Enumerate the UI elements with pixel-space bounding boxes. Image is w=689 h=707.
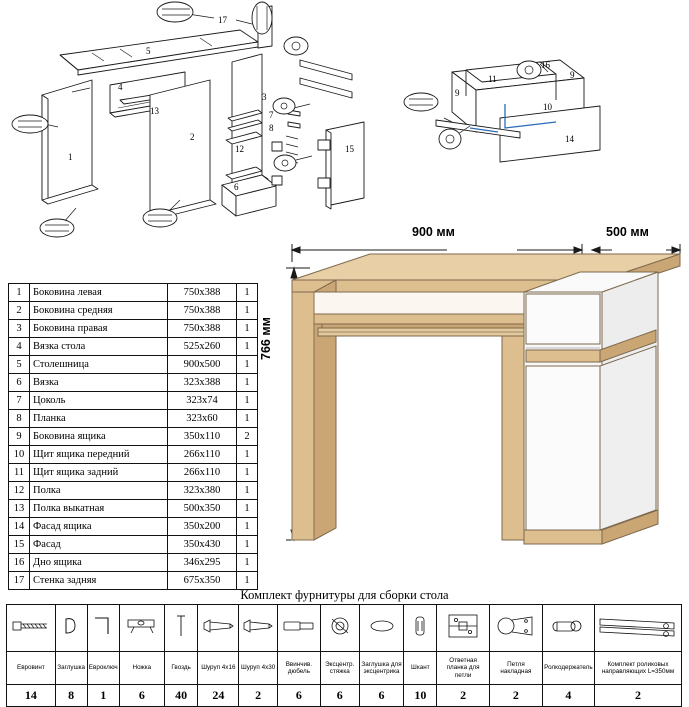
exploded-assembly-diagram [0,0,689,250]
hardware-label: Заглушка для эксцентрика [359,652,404,685]
svg-text:16: 16 [541,60,550,70]
table-row: 5 Столешница 900x500 1 [9,356,258,374]
hardware-count: 6 [320,685,359,707]
hardware-count: 2 [239,685,278,707]
table-row: 6 Вязка 323x388 1 [9,374,258,392]
hardware-label: Ввинчив. дюбель [278,652,321,685]
dimension-width: 900 мм [412,225,455,239]
assembled-desk-drawing [262,222,689,574]
hardware-label: Заглушка [55,652,87,685]
svg-text:9: 9 [570,70,575,80]
svg-text:5: 5 [146,46,151,56]
table-row: 10 Щит ящика передний 266x110 1 [9,446,258,464]
table-row: 3 Боковина правая 750x388 1 [9,320,258,338]
table-row: 11 Щит ящика задний 266x110 1 [9,464,258,482]
dowel-icon [404,605,437,652]
hardware-label: Гвоздь [164,652,198,685]
roller-holder-icon [542,605,594,652]
svg-text:15: 15 [345,144,354,154]
svg-text:17: 17 [218,15,227,25]
hardware-count: 8 [55,685,87,707]
table-row: 4 Вязка стола 525x260 1 [9,338,258,356]
table-row: 16 Дно ящика 346x295 1 [9,554,258,572]
hinge-plate-icon [437,605,490,652]
svg-text:7: 7 [269,110,274,120]
cap-icon [55,605,87,652]
hardware-count: 14 [7,685,56,707]
parts-table [8,283,258,590]
table-row: 14 Фасад ящика 350x200 1 [9,518,258,536]
hardware-label: Ножка [119,652,164,685]
screw-in-dowel-icon [278,605,321,652]
table-row: 17 Стенка задняя 675x350 1 [9,572,258,590]
hardware-count: 6 [359,685,404,707]
hardware-count: 24 [198,685,239,707]
hardware-count: 40 [164,685,198,707]
screw-4x30-icon [239,605,278,652]
hardware-label: Евровинт [7,652,56,685]
hardware-label: Ролкодержатель [542,652,594,685]
hardware-count: 2 [490,685,543,707]
table-row: 1 Боковина левая 750x388 1 [9,284,258,302]
hardware-label: Петля накладная [490,652,543,685]
table-row: 8 Планка 323x60 1 [9,410,258,428]
svg-text:6: 6 [234,182,239,192]
hardware-count: 6 [278,685,321,707]
hinge-icon [490,605,543,652]
dimension-depth: 500 мм [606,225,649,239]
hardware-label: Евроключ [87,652,119,685]
svg-text:3: 3 [262,92,267,102]
hardware-count: 6 [119,685,164,707]
svg-text:2: 2 [190,132,195,142]
hardware-count: 2 [595,685,682,707]
foot-icon [119,605,164,652]
euro-key-icon [87,605,119,652]
hardware-kit-table [6,604,682,707]
table-row: 2 Боковина средняя 750x388 1 [9,302,258,320]
hardware-count: 1 [87,685,119,707]
svg-text:1: 1 [68,152,73,162]
slide-rails-icon [595,605,682,652]
svg-text:10: 10 [543,102,552,112]
euro-screw-icon [7,605,56,652]
svg-text:11: 11 [488,74,497,84]
nail-icon [164,605,198,652]
hardware-count: 2 [437,685,490,707]
hardware-label: Комплект роликовых направляющих L=350мм [595,652,682,685]
svg-text:9: 9 [455,88,460,98]
table-row: 7 Цоколь 323x74 1 [9,392,258,410]
svg-text:8: 8 [269,123,274,133]
hardware-count: 10 [404,685,437,707]
svg-text:12: 12 [235,144,244,154]
hardware-count: 4 [542,685,594,707]
hardware-label: Шкант [404,652,437,685]
hardware-label: Шуруп 4x16 [198,652,239,685]
hardware-kit-title: Комплект фурнитуры для сборки стола [240,588,449,602]
table-row: 15 Фасад 350x430 1 [9,536,258,554]
svg-text:13: 13 [150,106,159,116]
hardware-label: Ответная планка для петли [437,652,490,685]
screw-4x16-icon [198,605,239,652]
eccentric-cap-icon [359,605,404,652]
table-row: 12 Полка 323x380 1 [9,482,258,500]
table-row: 13 Полка выкатная 500x350 1 [9,500,258,518]
table-row: 9 Боковина ящика 350x110 2 [9,428,258,446]
dimension-height: 766 мм [259,317,273,360]
svg-text:4: 4 [118,82,123,92]
eccentric-tie-icon [320,605,359,652]
hardware-label: Шуруп 4x30 [239,652,278,685]
hardware-label: Эксцентр. стяжка [320,652,359,685]
svg-text:14: 14 [565,134,574,144]
